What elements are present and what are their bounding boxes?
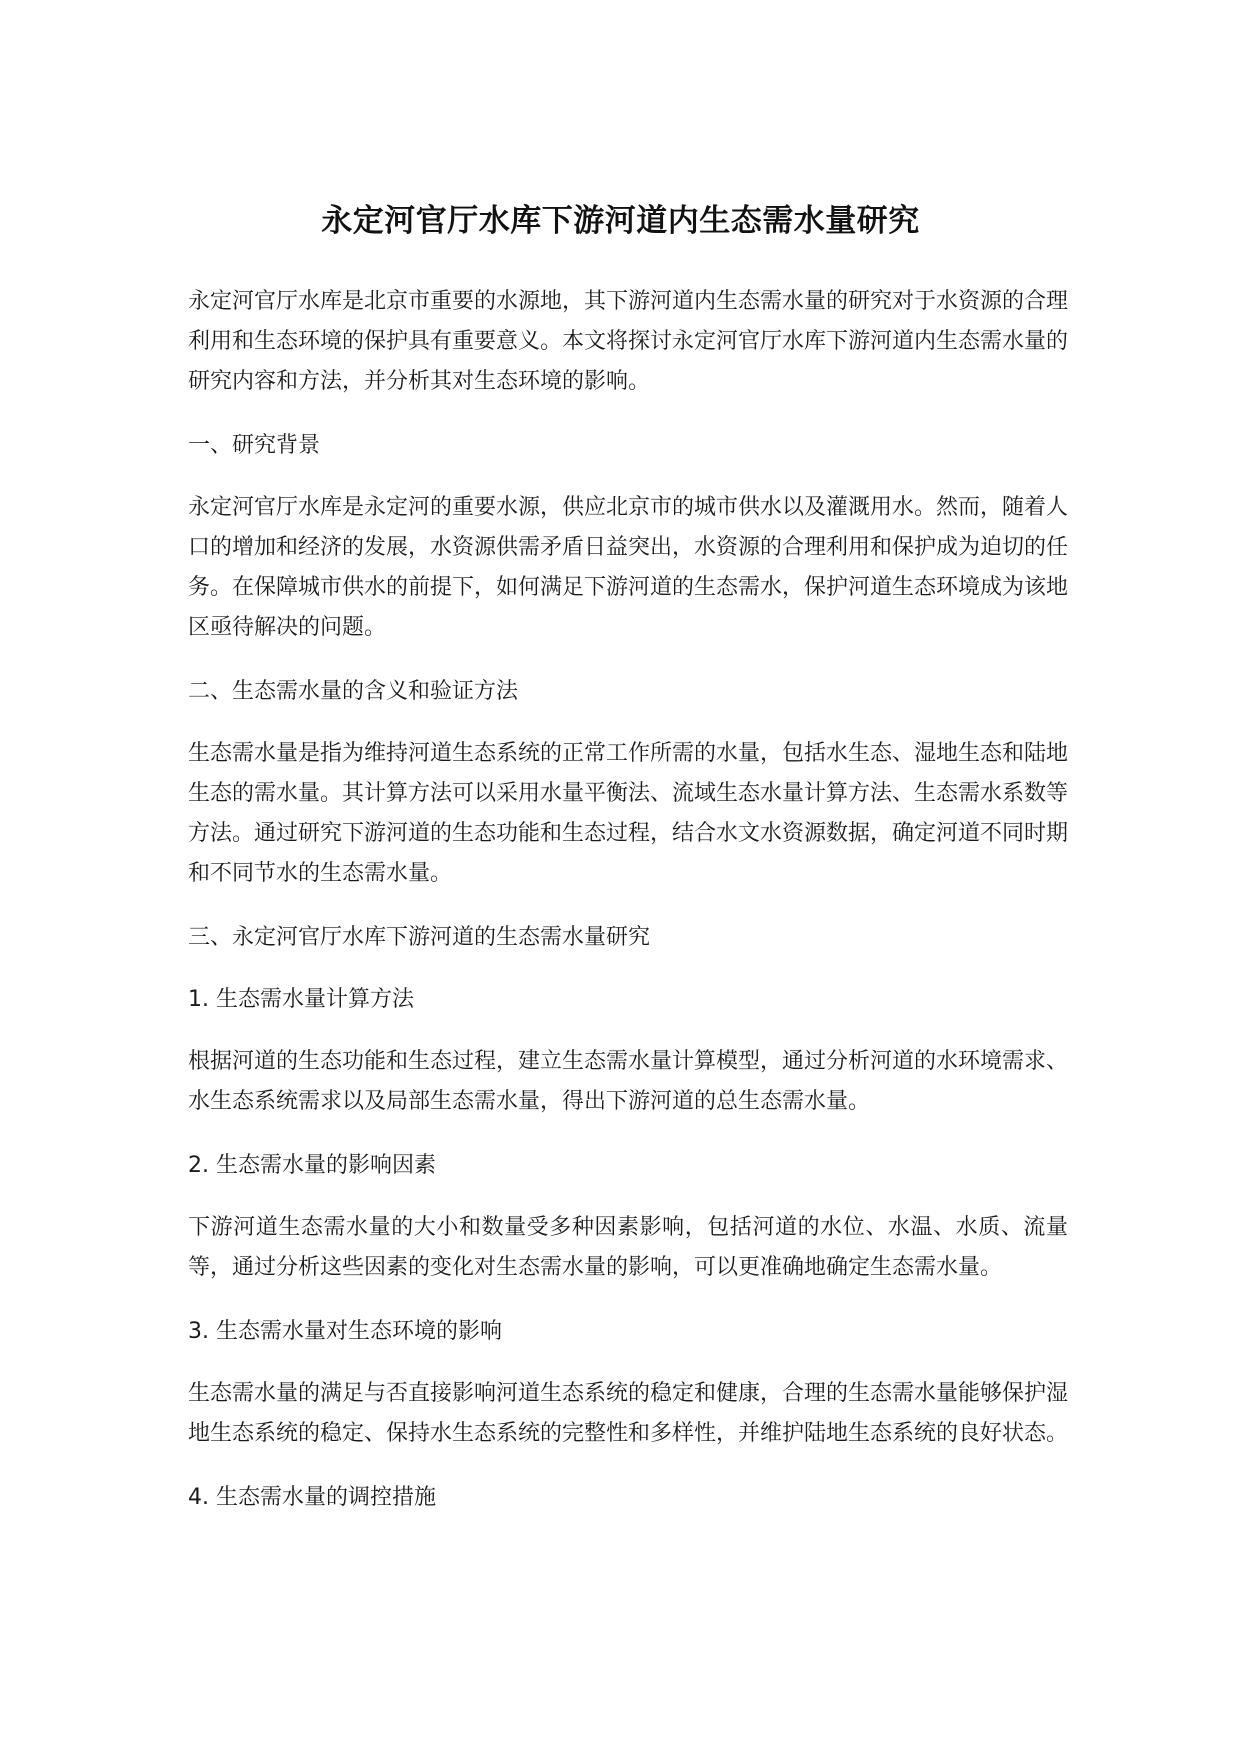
subsection-heading-regulation: 4. 生态需水量的调控措施 bbox=[188, 1485, 436, 1510]
subsection-heading-impact: 3. 生态需水量对生态环境的影响 bbox=[188, 1319, 502, 1344]
intro-paragraph: 永定河官厅水库是北京市重要的水源地，其下游河道内生态需水量的研究对于水资源的合理利用和生态环境的保护具有重要意义。本文将探讨永定河官厅水库下游河道内生态需水量的研究内容和方法，并分析其对生态环境的影响。 bbox=[188, 289, 1069, 394]
section-heading-background: 一、研究背景 bbox=[188, 433, 321, 458]
section-body-background: 永定河官厅水库是永定河的重要水源，供应北京市的城市供水以及灌溉用水。然而，随着人口的增加和经济的发展，水资源供需矛盾日益突出，水资源的合理利用和保护成为迫切的任务。在保障城市供水的前提下，如何满足下游河道的生态需水，保护河道生态环境成为该地区亟待解决的问题。 bbox=[188, 495, 1069, 640]
section-heading-study: 三、永定河官厅水库下游河道的生态需水量研究 bbox=[188, 925, 651, 950]
subsection-body-impact: 生态需水量的满足与否直接影响河道生态系统的稳定和健康，合理的生态需水量能够保护湿地生态系统的稳定、保持水生态系统的完整性和多样性，并维护陆地生态系统的良好状态。 bbox=[188, 1381, 1069, 1446]
section-heading-definition: 二、生态需水量的含义和验证方法 bbox=[188, 679, 519, 704]
document-title: 永定河官厅水库下游河道内生态需水量研究 bbox=[321, 202, 920, 239]
document-body bbox=[188, 282, 1068, 1540]
subsection-heading-calculation: 1. 生态需水量计算方法 bbox=[188, 987, 414, 1012]
subsection-body-calculation: 根据河道的生态功能和生态过程，建立生态需水量计算模型，通过分析河道的水环境需求、水生态系统需求以及局部生态需水量，得出下游河道的总生态需水量。 bbox=[188, 1049, 1069, 1114]
subsection-heading-factors: 2. 生态需水量的影响因素 bbox=[188, 1153, 436, 1178]
section-body-definition: 生态需水量是指为维持河道生态系统的正常工作所需的水量，包括水生态、湿地生态和陆地生态的需水量。其计算方法可以采用水量平衡法、流域生态水量计算方法、生态需水系数等方法。通过研究下游河道的生态功能和生态过程，结合水文水资源数据，确定河道不同时期和不同节水的生态需水量。 bbox=[188, 741, 1069, 886]
subsection-body-factors: 下游河道生态需水量的大小和数量受多种因素影响，包括河道的水位、水温、水质、流量等，通过分析这些因素的变化对生态需水量的影响，可以更准确地确定生态需水量。 bbox=[188, 1215, 1068, 1280]
